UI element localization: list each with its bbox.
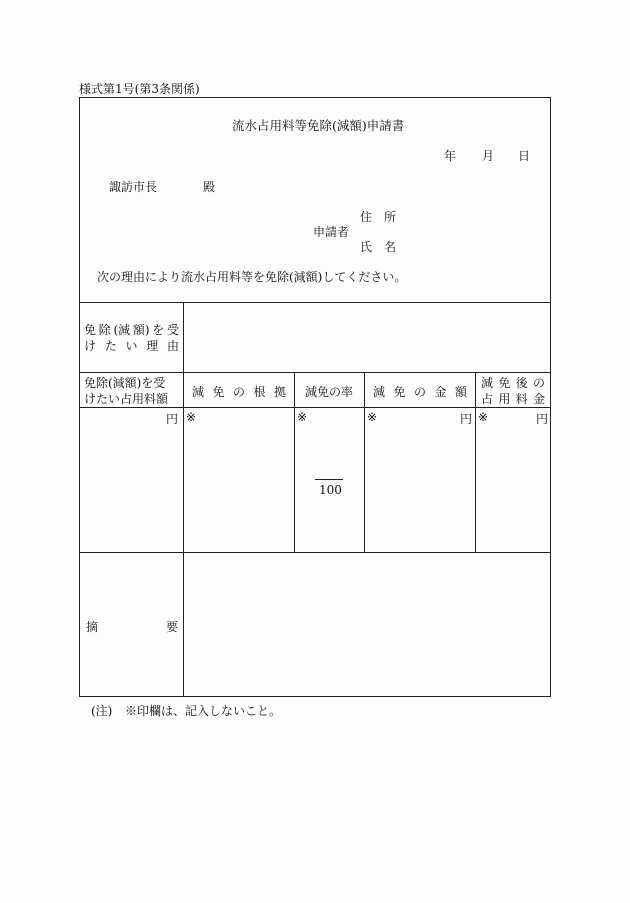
fee-header-line2: けたい占用料額 [84,392,169,406]
rate-denominator: 100 [319,483,342,497]
rule-basis-rate [294,372,295,552]
after-header-char: 料 [515,392,528,406]
reason-label-char: 除 [98,323,111,337]
form-number: 様式第1号(第3条関係) [79,82,200,96]
fee-yen-unit: 円 [166,412,179,426]
after-header [481,375,545,407]
basis-header-char: 免 [212,385,225,399]
footnote-text: ※印欄は、記入しないこと。 [125,704,282,718]
reason-label [84,322,179,354]
amount-yen-unit: 円 [460,412,473,426]
remarks-label [86,618,178,635]
rate-fraction-bar [315,479,343,480]
addressee-name: 諏訪市長 [109,180,158,194]
addressee-honorific: 殿 [203,180,216,194]
remarks-label-char: 要 [165,620,178,634]
after-header-char: の [532,376,545,390]
rate-header: 減免の率 [305,385,354,399]
name-label-1: 氏 [360,240,373,254]
after-office-mark: ※ [478,410,489,424]
amount-header [373,383,467,400]
reason-label-char: (減 [113,323,131,337]
amount-header-char: の [413,385,426,399]
reason-label-char: 理 [146,339,159,353]
reason-label-char: た [104,339,117,353]
rule-colheader-bottom [79,407,551,408]
request-statement: 次の理由により流水占用料等を免除(減額)してください。 [97,270,407,284]
address-label-1: 住 [360,210,373,224]
applicant-label: 申請者 [313,225,350,239]
rule-amount-after [475,372,476,552]
reason-label-char: い [125,339,138,353]
after-yen-unit: 円 [536,412,549,426]
form-title: 流水占用料等免除(減額)申請書 [232,118,405,133]
fee-header-line1: 免除(減額)を受 [84,376,166,390]
rule-label-column [183,302,184,697]
basis-header-char: の [232,385,245,399]
basis-office-mark: ※ [186,410,197,424]
fee-header [84,375,168,407]
reason-label-char: け [84,339,97,353]
basis-header-char: 拠 [273,385,286,399]
basis-header-char: 根 [253,385,266,399]
after-header-char: 用 [498,392,511,406]
rule-rate-amount [364,372,365,552]
reason-label-char: 免 [84,323,97,337]
basis-header [192,383,286,400]
amount-header-char: 減 [373,385,386,399]
date-month-label: 月 [482,149,495,163]
rule-values-bottom [79,552,551,553]
rate-office-mark: ※ [297,410,308,424]
reason-label-char: 受 [166,323,179,337]
footnote-prefix: (注) [91,704,113,718]
after-header-char: 減 [481,376,494,390]
reason-label-char: を [152,323,165,337]
amount-header-char: 額 [454,385,467,399]
date-day-label: 日 [518,149,531,163]
rule-header-bottom [79,302,551,303]
amount-header-char: 金 [434,385,447,399]
amount-office-mark: ※ [367,410,378,424]
after-header-char: 後 [515,376,528,390]
amount-header-char: 免 [393,385,406,399]
rule-reason-bottom [79,372,551,373]
basis-header-char: 減 [192,385,205,399]
date-year-label: 年 [444,149,457,163]
address-label-2: 所 [384,210,397,224]
reason-label-char: 額) [132,323,150,337]
after-header-char: 免 [498,376,511,390]
name-label-2: 名 [384,240,397,254]
after-header-char: 金 [532,392,545,406]
remarks-label-char: 摘 [86,620,99,634]
reason-label-char: 由 [166,339,179,353]
after-header-char: 占 [481,392,494,406]
